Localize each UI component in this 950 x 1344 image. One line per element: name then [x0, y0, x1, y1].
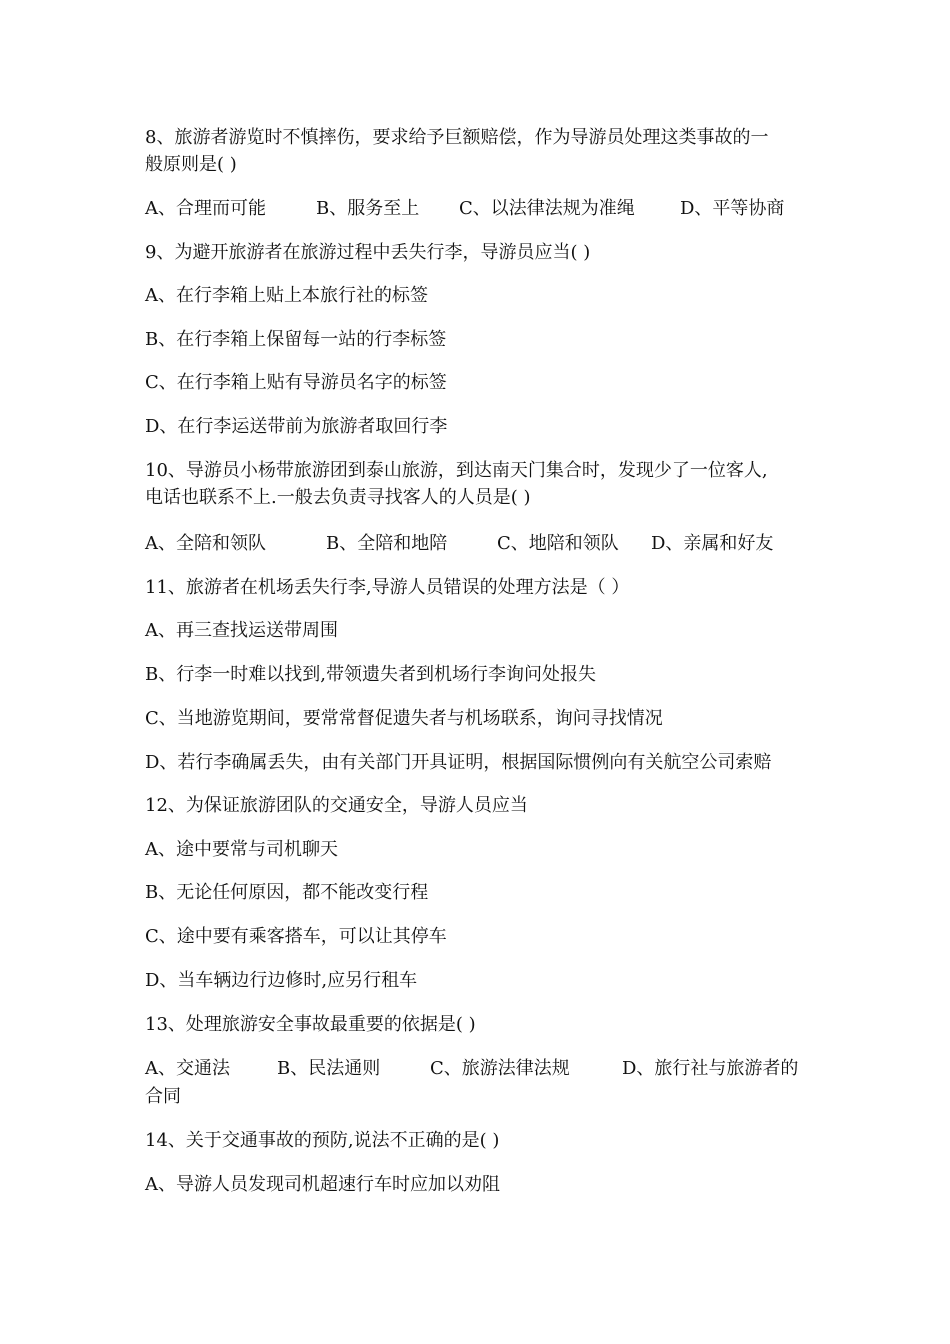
question-10-option-d: D、亲属和好友 [651, 533, 774, 554]
question-13-option-c: C、旅游法律法规 [430, 1058, 570, 1079]
question-8-option-c: C、以法律法规为准绳 [459, 198, 635, 219]
question-9-option-c: C、在行李箱上贴有导游员名字的标签 [145, 372, 447, 393]
question-8-option-a: A、合理而可能 [145, 198, 266, 219]
question-10-option-c: C、地陪和领队 [497, 533, 619, 554]
question-14-option-a: A、导游人员发现司机超速行车时应加以劝阻 [145, 1174, 500, 1195]
question-11-option-a: A、再三查找运送带周围 [145, 620, 338, 641]
question-8-stem-line-1: 8、旅游者游览时不慎摔伤，要求给予巨额赔偿，作为导游员处理这类事故的一 [145, 127, 769, 148]
question-9-option-b: B、在行李箱上保留每一站的行李标签 [145, 329, 447, 350]
question-12-stem: 12、为保证旅游团队的交通安全，导游人员应当 [145, 795, 528, 816]
question-10-option-b: B、全陪和地陪 [326, 533, 448, 554]
question-13-stem: 13、处理旅游安全事故最重要的依据是( ) [145, 1014, 476, 1035]
question-8-option-b: B、服务至上 [316, 198, 420, 219]
question-11-option-d: D、若行李确属丢失，由有关部门开具证明，根据国际惯例向有关航空公司索赔 [145, 752, 772, 773]
question-9-stem: 9、为避开旅游者在旅游过程中丢失行李，导游员应当( ) [145, 242, 591, 263]
question-13-option-a: A、交通法 [145, 1058, 230, 1079]
question-9-option-a: A、在行李箱上贴上本旅行社的标签 [145, 285, 428, 306]
question-14-stem: 14、关于交通事故的预防,说法不正确的是( ) [145, 1130, 500, 1151]
question-10-option-a: A、全陪和领队 [145, 533, 266, 554]
question-10-stem-line-1: 10、导游员小杨带旅游团到泰山旅游，到达南天门集合时，发现少了一位客人, [145, 460, 768, 481]
question-13-option-d-continued: 合同 [145, 1086, 181, 1107]
question-8-stem-line-2: 般原则是( ) [145, 154, 237, 175]
question-12-option-a: A、途中要常与司机聊天 [145, 839, 338, 860]
question-8-option-d: D、平等协商 [680, 198, 785, 219]
question-12-option-b: B、无论任何原因，都不能改变行程 [145, 882, 429, 903]
question-13-option-b: B、民法通则 [277, 1058, 381, 1079]
question-9-option-d: D、在行李运送带前为旅游者取回行李 [145, 416, 448, 437]
question-13-option-d: D、旅行社与旅游者的 [622, 1058, 799, 1079]
question-11-stem: 11、旅游者在机场丢失行李,导游人员错误的处理方法是（ ） [145, 577, 630, 598]
question-12-option-c: C、途中要有乘客搭车，可以让其停车 [145, 926, 447, 947]
question-11-option-b: B、行李一时难以找到,带领遗失者到机场行李询问处报失 [145, 664, 596, 685]
question-12-option-d: D、当车辆边行边修时,应另行租车 [145, 970, 418, 991]
question-10-stem-line-2: 电话也联系不上.一般去负责寻找客人的人员是( ) [145, 487, 531, 508]
question-11-option-c: C、当地游览期间，要常常督促遗失者与机场联系，询问寻找情况 [145, 708, 663, 729]
